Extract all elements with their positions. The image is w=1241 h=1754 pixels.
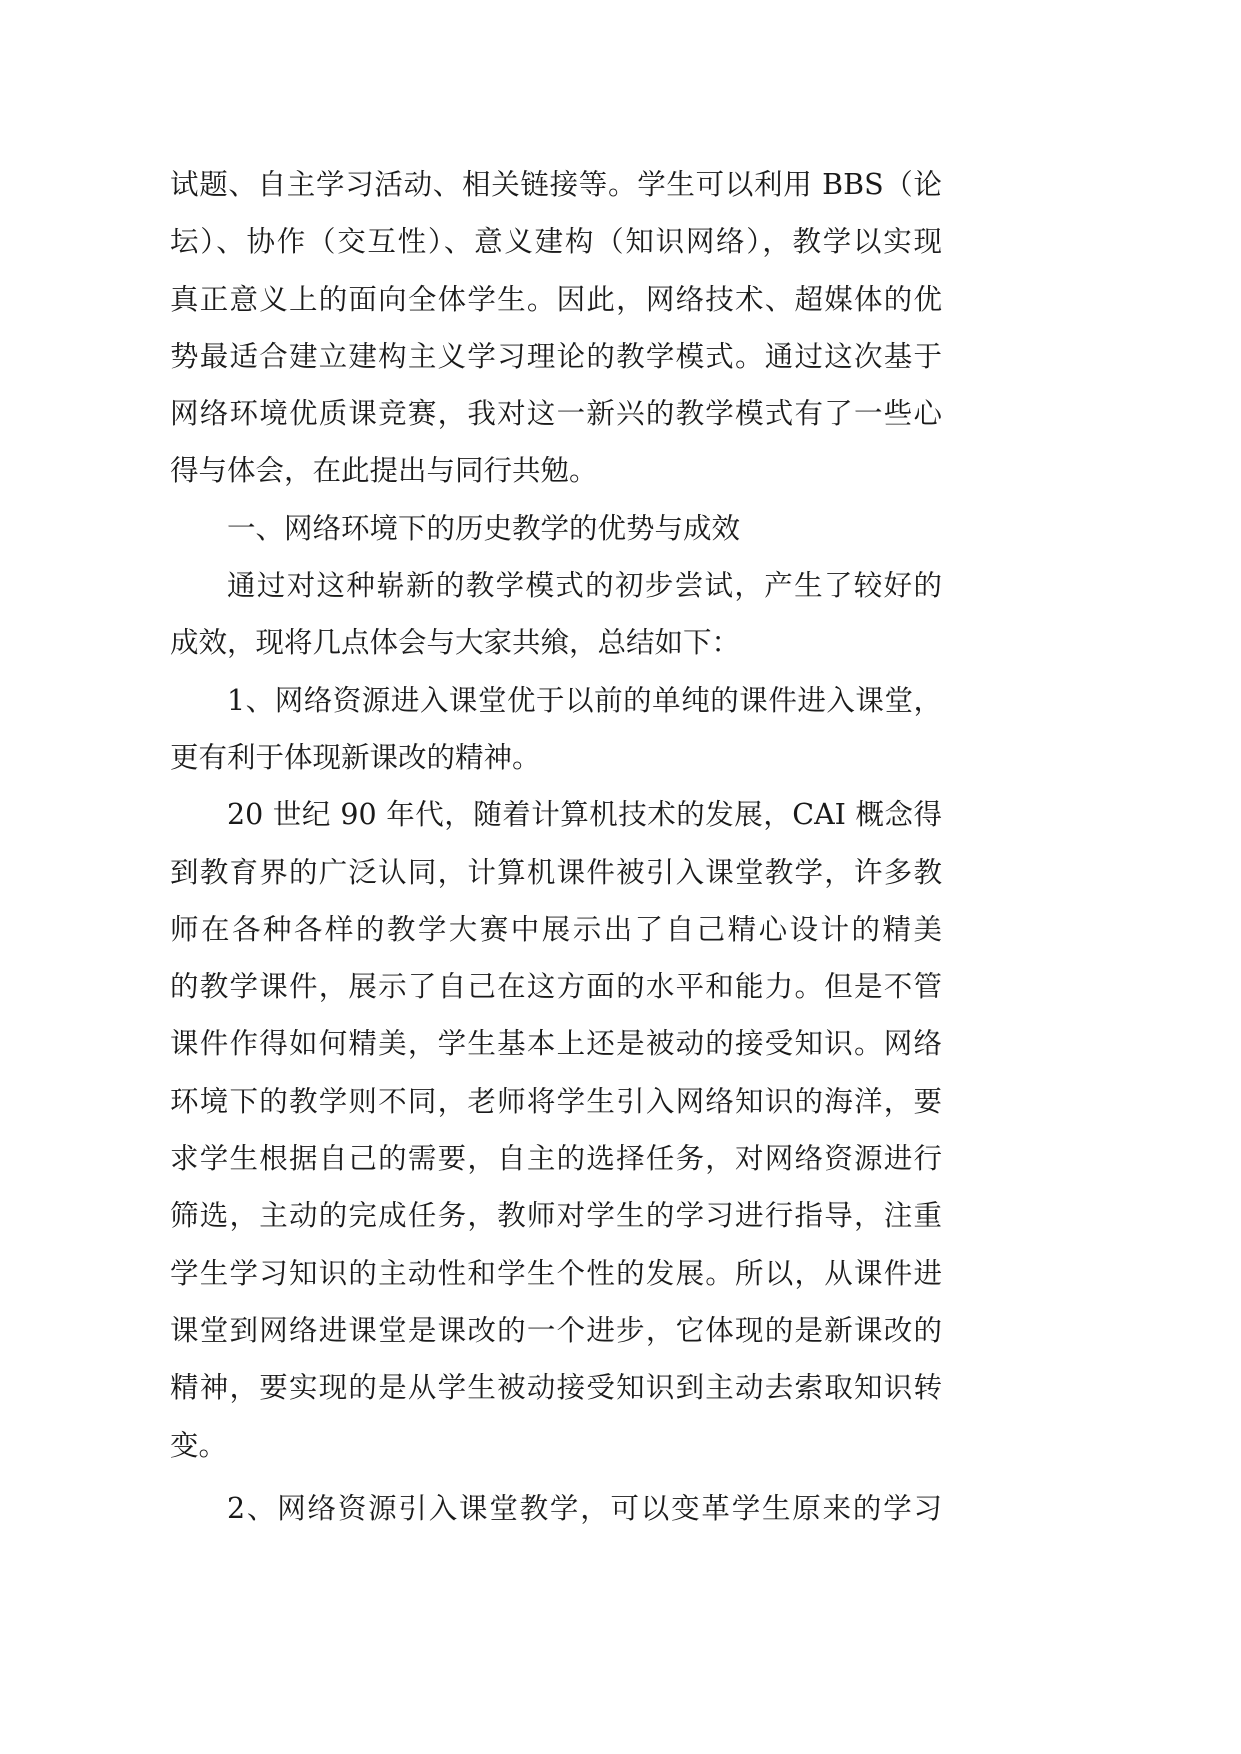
text-line: 精神，要实现的是从学生被动接受知识到主动去索取知识转 — [170, 1371, 942, 1405]
point-1-body — [170, 786, 942, 1474]
text-line: 课堂到网络进课堂是课改的一个进步，它体现的是新课改的 — [170, 1313, 942, 1347]
text-line: 真正意义上的面向全体学生。因此，网络技术、超媒体的优 — [170, 282, 942, 316]
text-line: 1、网络资源进入课堂优于以前的单纯的课件进入课堂， — [227, 683, 942, 717]
text-line: 坛）、协作（交互性）、意义建构（知识网络），教学以实现 — [170, 225, 942, 259]
text-line: 20 世纪 90 年代，随着计算机技术的发展，CAI 概念得 — [227, 798, 942, 832]
paragraph-intro — [170, 557, 942, 672]
text-line: 变。 — [170, 1428, 228, 1462]
text-line: 2、网络资源引入课堂教学，可以变革学生原来的学习 — [227, 1491, 942, 1525]
text-line: 求学生根据自己的需要，自主的选择任务，对网络资源进行 — [170, 1142, 942, 1176]
text-line: 通过对这种崭新的教学模式的初步尝试，产生了较好的 — [227, 569, 942, 603]
text-line: 更有利于体现新课改的精神。 — [170, 740, 541, 774]
text-line: 筛选，主动的完成任务，教师对学生的学习进行指导，注重 — [170, 1199, 942, 1233]
paragraph-continued — [170, 156, 942, 500]
point-1-heading — [170, 672, 942, 787]
text-line: 成效，现将几点体会与大家共飨，总结如下： — [170, 626, 741, 660]
text-line: 到教育界的广泛认同，计算机课件被引入课堂教学，许多教 — [170, 855, 942, 889]
text-line: 势最适合建立建构主义学习理论的教学模式。通过这次基于 — [170, 339, 942, 373]
section-heading — [170, 500, 942, 557]
text-line: 的教学课件，展示了自己在这方面的水平和能力。但是不管 — [170, 970, 942, 1004]
text-line: 学生学习知识的主动性和学生个性的发展。所以，从课件进 — [170, 1256, 942, 1290]
text-line: 课件作得如何精美，学生基本上还是被动的接受知识。网络 — [170, 1027, 942, 1061]
text-line: 网络环境优质课竞赛，我对这一新兴的教学模式有了一些心 — [170, 397, 942, 431]
text-line: 环境下的教学则不同，老师将学生引入网络知识的海洋，要 — [170, 1084, 942, 1118]
text-line: 试题、自主学习活动、相关链接等。学生可以利用 BBS（论 — [170, 168, 942, 201]
text-line: 得与体会，在此提出与同行共勉。 — [170, 454, 598, 488]
heading-line: 一、网络环境下的历史教学的优势与成效 — [227, 511, 741, 545]
document-body — [170, 156, 942, 1537]
text-line: 师在各种各样的教学大赛中展示出了自己精心设计的精美 — [170, 912, 942, 946]
point-2-heading — [170, 1480, 942, 1537]
